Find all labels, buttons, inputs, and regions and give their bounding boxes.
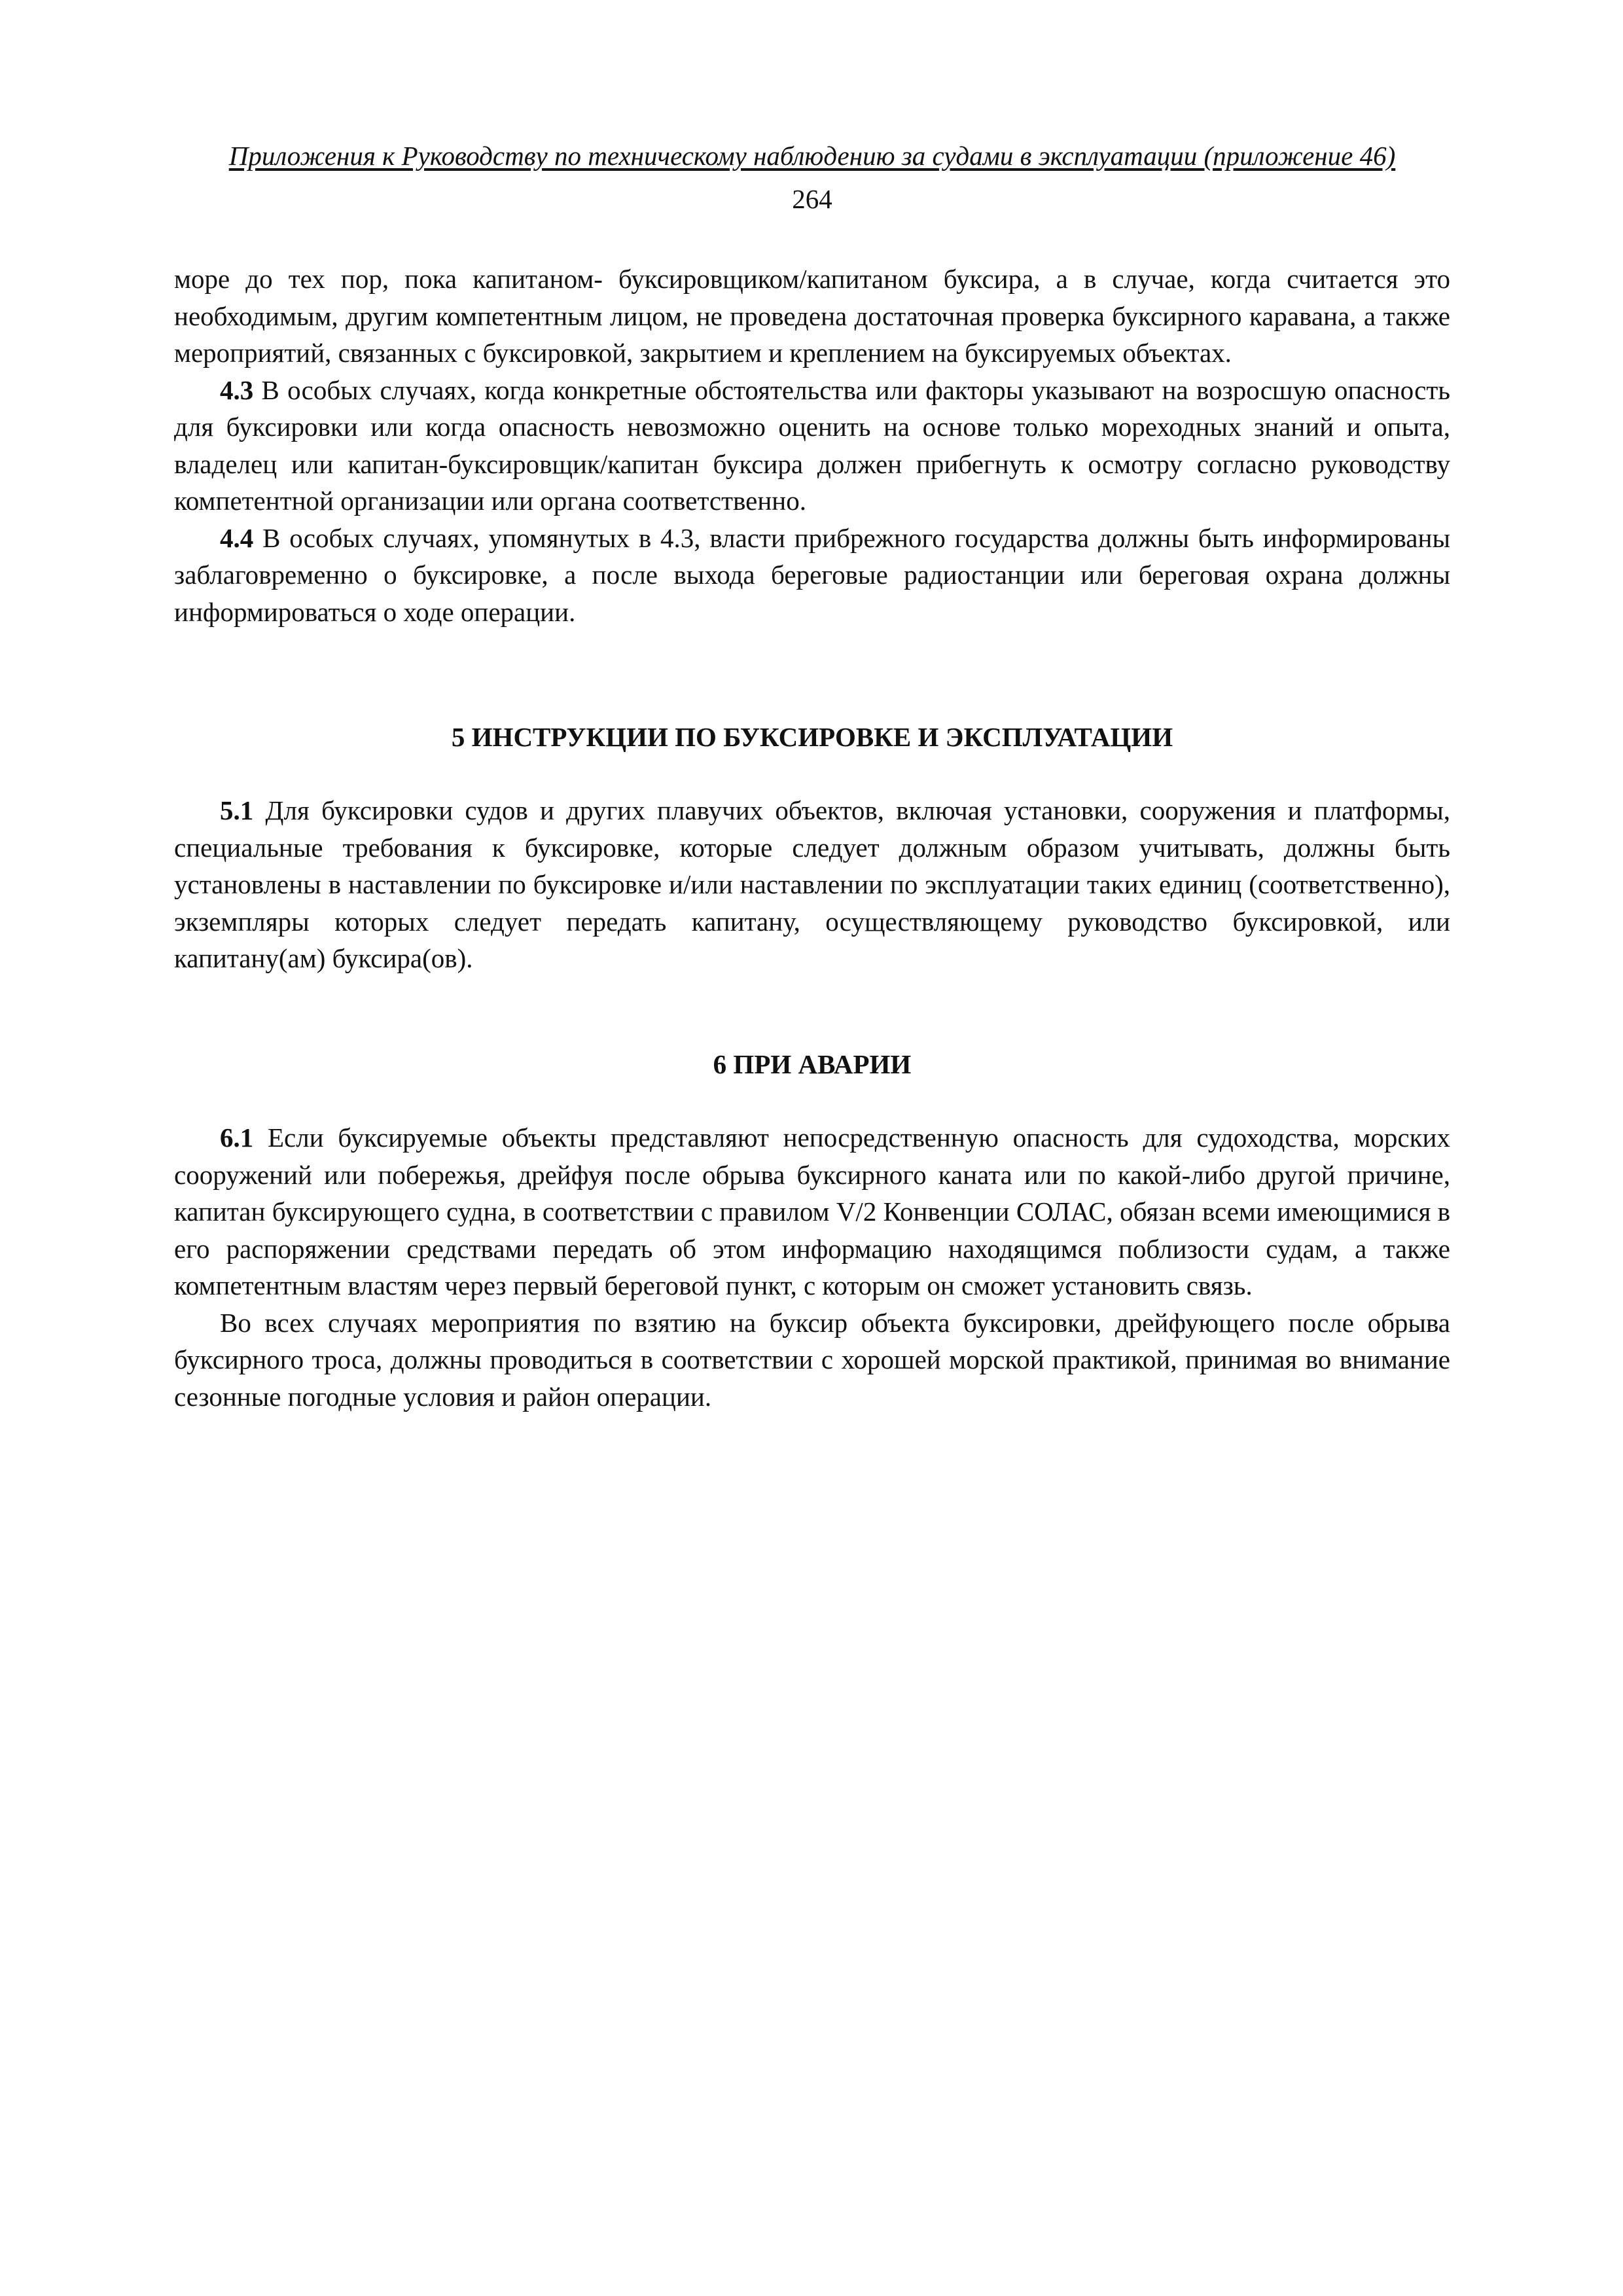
paragraph-number: 5.1	[220, 795, 254, 825]
paragraph-5-1	[174, 792, 1450, 977]
paragraph-4-2-continuation: море до тех пор, пока капитаном- буксировщиком/капитаном буксира, а в случае, когда считается это необходимым, другим компетентным лицом, не проведена достаточная проверка буксирного каравана, а также мероприятий, связанных с буксировкой, закрытием и креплением на буксируемых объектах.	[174, 264, 1450, 368]
paragraph-text: Для буксировки судов и других плавучих объектов, включая установки, сооружения и платформы, специальные требования к буксировке, которые следует должным образом учитывать, должны быть установлены в наставлении по буксировке и/или наставлении по эксплуатации таких единиц (соответственно), экземпляры которых следует передать капитану, осуществляющему руководство буксировкой, или капитану(ам) буксира(ов).	[174, 795, 1450, 973]
paragraph-text: В особых случаях, когда конкретные обстоятельства или факторы указывают на возросшую опасность для буксировки или когда опасность невозможно оценить на основе только мореходных знаний и опыта, владелец или капитан-буксировщик/капитан буксира должен прибегнуть к осмотру согласно руководству компетентной организации или органа соответственно.	[174, 374, 1450, 516]
paragraph-6-1	[174, 1119, 1450, 1304]
paragraph-4-3	[174, 372, 1450, 520]
paragraph-number: 4.3	[220, 374, 254, 405]
section-5-text	[174, 792, 1450, 977]
paragraph-number: 6.1	[220, 1122, 254, 1153]
running-header: Приложения к Руководству по техническому наблюдению за судами в эксплуатации (приложение 46)	[228, 141, 1396, 171]
paragraph-text: В особых случаях, упомянутых в 4.3, власти прибрежного государства должны быть информированы заблаговременно о буксировке, а после выхода береговые радиостанции или береговая охрана должны информироваться о ходе операции.	[174, 522, 1450, 627]
section-5-heading: 5 ИНСТРУКЦИИ ПО БУКСИРОВКЕ И ЭКСПЛУАТАЦИИ	[451, 722, 1173, 752]
section-6-heading: 6 ПРИ АВАРИИ	[713, 1049, 912, 1079]
paragraph-4-4	[174, 520, 1450, 631]
section-4-text	[174, 260, 1450, 630]
section-6-text	[174, 1119, 1450, 1415]
paragraph-number: 4.4	[220, 522, 254, 553]
paragraph-6-2: Во всех случаях мероприятия по взятию на буксир объекта буксировки, дрейфующего после обрыва буксирного троса, должны проводиться в соответствии с хорошей морской практикой, принимая во внимание сезонные погодные условия и район операции.	[174, 1307, 1450, 1412]
paragraph-text: Если буксируемые объекты представляют непосредственную опасность для судоходства, морских сооружений или побережья, дрейфуя после обрыва буксирного каната или по какой-либо другой причине, капитан буксирующего судна, в соответствии с правилом V/2 Конвенции СОЛАС, обязан всеми имеющимися в его распоряжении средствами передать об этом информацию находящимся поблизости судам, а также компетентным властям через первый береговой пункт, с которым он сможет установить связь.	[174, 1122, 1450, 1300]
page-number: 264	[792, 184, 832, 214]
